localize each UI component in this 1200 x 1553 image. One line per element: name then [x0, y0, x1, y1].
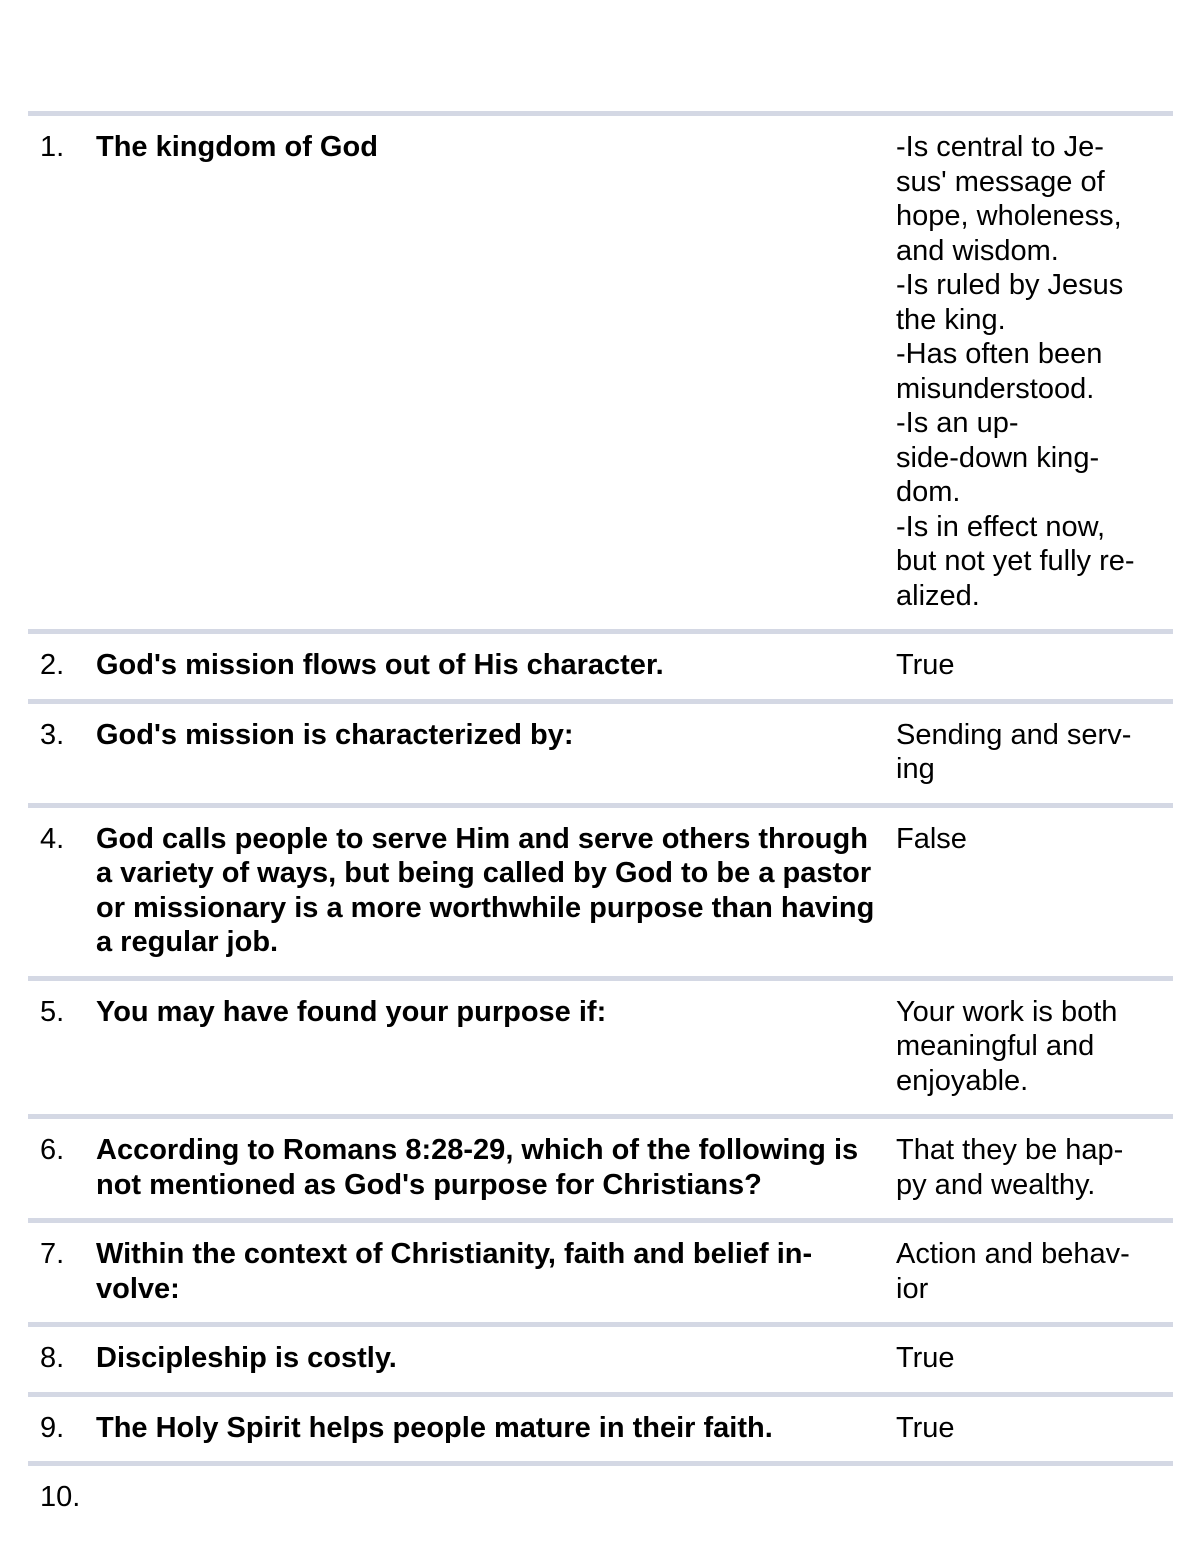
item-question: According to Romans 8:28-29, which of the following is not mentioned as God's purpose for Christians?: [96, 1134, 859, 1201]
table-row: [28, 1322, 1173, 1392]
item-question: God calls people to serve Him and serve others through a variety of ways, but being called by God to be a pastor or missionary is a more worthwhile purpose than having a regular job.: [96, 822, 875, 958]
answer-line: alized.: [896, 579, 980, 612]
item-number: 6.: [40, 1134, 65, 1166]
answer-line: True: [896, 1342, 955, 1374]
item-question: God's mission flows out of His character.: [96, 649, 664, 681]
item-answer: [896, 1327, 1173, 1392]
table-row: [28, 629, 1173, 699]
item-number: 7.: [40, 1238, 65, 1270]
item-answer: [896, 1119, 1173, 1218]
table-row: [28, 699, 1173, 803]
answer-line: -Is an up-: [896, 407, 1019, 439]
item-answer: [896, 704, 1173, 803]
answer-line: hope, wholeness,: [896, 200, 1122, 232]
answer-line: That they be hap-: [896, 1134, 1124, 1166]
item-question: [96, 1466, 896, 1531]
item-answer: [896, 634, 1173, 699]
answer-line: Sending and serv-: [896, 718, 1132, 751]
answer-line: py and wealthy.: [896, 1168, 1096, 1201]
answer-line: ior: [896, 1272, 929, 1305]
table-row: [28, 1218, 1173, 1322]
item-number: 5.: [40, 995, 65, 1028]
item-number: 10.: [40, 1481, 81, 1513]
answer-line: dom.: [896, 476, 961, 508]
answer-line: True: [896, 649, 955, 681]
answer-line: -Is in effect now,: [896, 510, 1106, 543]
table-row: [28, 1392, 1173, 1462]
answer-line: but not yet fully re-: [896, 545, 1135, 577]
item-answer: [896, 1466, 1173, 1531]
item-question: Within the context of Christianity, faith and belief in-volve:: [96, 1238, 813, 1305]
answer-line: sus' message of: [896, 165, 1105, 198]
answer-line: enjoyable.: [896, 1064, 1029, 1097]
answer-line: side-down king-: [896, 441, 1100, 474]
table-row: [28, 1461, 1173, 1531]
item-question: God's mission is characterized by:: [96, 718, 574, 751]
table-row: [28, 1114, 1173, 1218]
answer-line: meaningful and: [896, 1030, 1095, 1062]
item-number: 4.: [40, 822, 65, 855]
item-question: The kingdom of God: [96, 131, 378, 163]
answer-line: -Has often been: [896, 338, 1103, 370]
table-row: [28, 111, 1173, 629]
answer-line: Your work is both: [896, 995, 1118, 1028]
answer-line: -Is central to Je-: [896, 131, 1104, 163]
answer-line: False: [896, 822, 967, 855]
answer-line: True: [896, 1411, 955, 1444]
answer-line: the king.: [896, 303, 1006, 336]
item-number: 2.: [40, 649, 65, 681]
item-number: 9.: [40, 1411, 65, 1444]
answer-line: -Is ruled by Jesus: [896, 269, 1124, 301]
item-answer: [896, 116, 1173, 629]
item-question: Discipleship is costly.: [96, 1342, 397, 1374]
table-row: [28, 976, 1173, 1115]
item-question: The Holy Spirit helps people mature in their faith.: [96, 1411, 773, 1444]
item-number: 1.: [40, 131, 65, 163]
answer-table: [28, 111, 1173, 1531]
item-question: You may have found your purpose if:: [96, 995, 607, 1028]
item-number: 8.: [40, 1342, 65, 1374]
answer-line: ing: [896, 753, 935, 785]
answer-line: Action and behav-: [896, 1238, 1130, 1270]
item-answer: [896, 1223, 1173, 1322]
item-answer: [896, 1397, 1173, 1462]
item-number: 3.: [40, 718, 65, 751]
item-answer: [896, 808, 1173, 976]
answer-line: misunderstood.: [896, 372, 1095, 405]
table-row: [28, 803, 1173, 976]
answer-line: and wisdom.: [896, 234, 1059, 267]
item-answer: [896, 981, 1173, 1115]
